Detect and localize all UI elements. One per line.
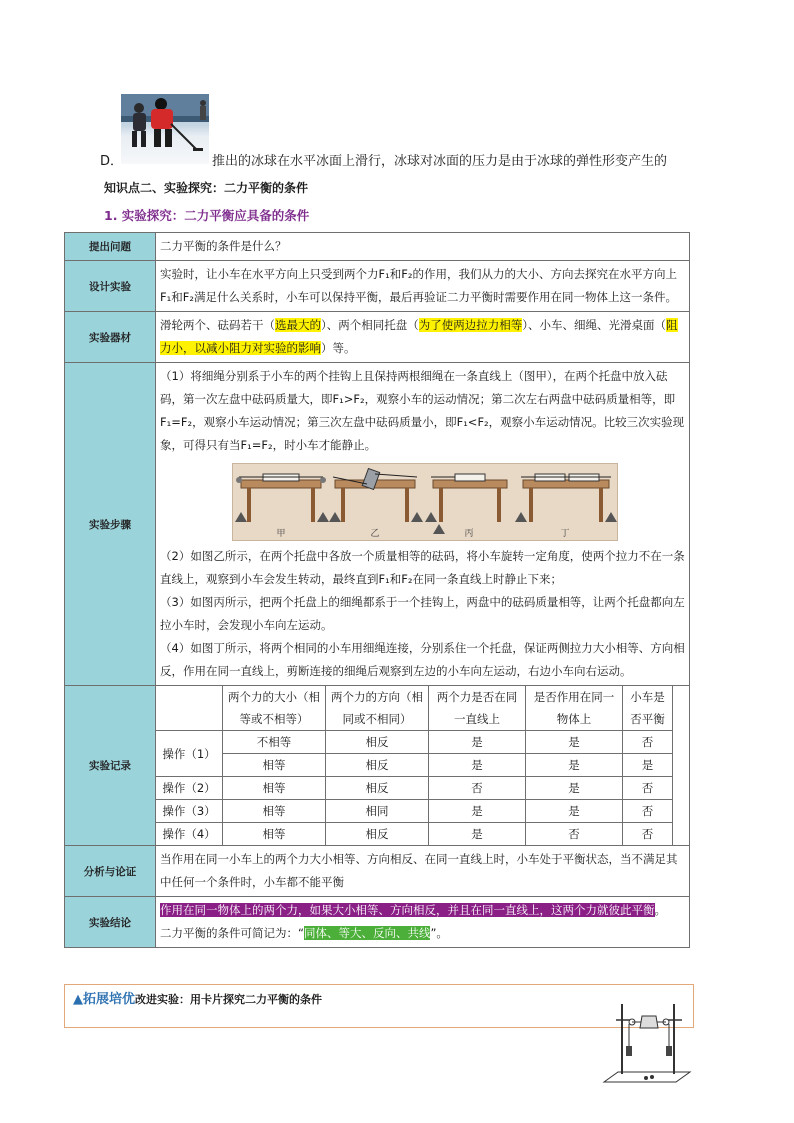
- table-cell: 否: [429, 777, 526, 800]
- option-d-label: D．: [100, 154, 124, 169]
- row-record: [65, 686, 690, 846]
- row-conclusion: [65, 897, 690, 948]
- record-table: [155, 685, 673, 846]
- table-cell: 相反: [326, 823, 429, 846]
- row-head-question: 提出问题: [65, 233, 156, 261]
- conclusion-line-2: [160, 922, 685, 945]
- step-2-text: （2）如图乙所示，在两个托盘中各放一个质量相等的砝码，将小车旋转一定角度，使两个拉力不在一条直线上，观察到小车会发生转动，最终直到F₁和F₂在同一条直线上时静止下来；: [160, 549, 685, 586]
- apparatus-figure: [232, 463, 618, 541]
- table-cell: 否: [623, 777, 673, 800]
- experiment-table: [64, 232, 690, 948]
- design-text: 实验时，让小车在水平方向上只受到两个力F₁和F₂的作用，我们从力的大小、方向去探究在水平方向上F₁和F₂满足什么关系时，小车可以保持平衡，最后再验证二力平衡时需要作用在同一物体上这一条件。: [156, 261, 690, 312]
- row-head-design: 设计实验: [65, 261, 156, 312]
- table-cell: 否: [623, 823, 673, 846]
- figure-panel-2: [329, 468, 423, 522]
- table-cell: 操作（3）: [156, 800, 223, 823]
- table-cell: 操作（4）: [156, 823, 223, 846]
- table-cell: 否: [623, 731, 673, 754]
- table-cell: 相反: [326, 777, 429, 800]
- row-question: [65, 233, 690, 261]
- table-cell: 相同: [326, 800, 429, 823]
- table-cell: 相等: [223, 823, 326, 846]
- materials-highlight-2: 为了使两边拉力相等: [418, 318, 523, 332]
- option-d-text: 推出的冰球在水平冰面上滑行，冰球对冰面的压力是由于冰球的弹性形变产生的: [212, 154, 668, 169]
- op1-label: 操作（1）: [156, 731, 223, 777]
- steps-cell: [156, 363, 690, 686]
- section-title: 知识点二、实验探究：二力平衡的条件: [104, 181, 309, 195]
- table-cell: 是: [526, 731, 623, 754]
- extension-box: [64, 984, 694, 1028]
- conclusion-cell: [156, 897, 690, 948]
- step-1-text: （1）将细绳分别系于小车的两个挂钩上且保持两根细绳在一条直线上（图甲），在两个托盘中放入砝码，第一次左盘中砝码质量大，即F₁>F₂，观察小车的运动情况；第二次左右两盘中砝码质量相等，即F₁=F₂，观察小车运动情况；第三次左盘中砝码质量小，即F₁<F₂，观察小车运动情况。比较三次实验现象，可得只有当F₁=F₂，时小车才能静止。: [160, 369, 685, 452]
- record-cell: [156, 686, 690, 846]
- extension-text: 改进实验：用卡片探究二力平衡的条件: [135, 993, 322, 1006]
- table-cell: 相反: [326, 754, 429, 777]
- table-row: [156, 800, 673, 823]
- row-materials: [65, 312, 690, 363]
- table-cell: 是: [526, 754, 623, 777]
- step-3-text: （3）如图丙所示，把两个托盘上的细绳都系于一个挂钩上，两盘中的砝码质量相等，让两个托盘都向左拉小车时，会发现小车向左运动。: [160, 595, 685, 632]
- table-cell: 是: [429, 754, 526, 777]
- figure-label-4: 丁: [560, 529, 570, 539]
- extension-heading: [73, 988, 322, 1007]
- materials-part-2: ）、两个相同托盘（: [321, 318, 419, 332]
- materials-part-3: ）、小车、细绳、光滑桌面（: [522, 318, 666, 332]
- table-cell: 否: [526, 823, 623, 846]
- record-col-header: 两个力的大小（相等或不相等）: [223, 686, 326, 731]
- table-cell: 否: [623, 800, 673, 823]
- table-cell: 相等: [223, 754, 326, 777]
- row-head-analysis: 分析与论证: [65, 846, 156, 897]
- materials-part-4: ）等。: [321, 341, 356, 355]
- table-cell: 不相等: [223, 731, 326, 754]
- table-cell: 是: [429, 823, 526, 846]
- record-col-header: 两个力是否在同一直线上: [429, 686, 526, 731]
- extension-tag: ▲拓展培优: [73, 992, 135, 1007]
- figure-label-1: 甲: [276, 529, 286, 539]
- conclusion-highlight: 作用在同一物体上的两个力，如果大小相等、方向相反，并且在同一直线上，这两个力就彼此平衡: [160, 903, 655, 917]
- conclusion-pre: 二力平衡的条件可简记为：“: [160, 926, 304, 940]
- table-row: [156, 823, 673, 846]
- figure-label-3: 丙: [464, 529, 474, 539]
- table-cell: 是: [429, 800, 526, 823]
- subsection-title: 1. 实验探究：二力平衡应具备的条件: [104, 208, 310, 223]
- row-analysis: [65, 846, 690, 897]
- record-col-header: 小车是否平衡: [623, 686, 673, 731]
- table-cell: 是: [429, 731, 526, 754]
- figure-panel-3: [425, 474, 507, 534]
- table-cell: 操作（2）: [156, 777, 223, 800]
- table-cell: 是: [526, 777, 623, 800]
- table-cell: 是: [623, 754, 673, 777]
- row-head-conclusion: 实验结论: [65, 897, 156, 948]
- row-head-record: 实验记录: [65, 686, 156, 846]
- materials-text: [156, 312, 690, 363]
- conclusion-post: ”。: [430, 926, 448, 940]
- materials-highlight-3: 阻力小，以减小阻力对实验的影响: [160, 318, 678, 355]
- figure-label-2: 乙: [370, 529, 380, 539]
- question-text: 二力平衡的条件是什么？: [156, 233, 690, 261]
- record-col-header: 是否作用在同一物体上: [526, 686, 623, 731]
- materials-highlight-1: 选最大的: [275, 318, 321, 332]
- conclusion-line-1-end: 。: [654, 903, 666, 917]
- record-header-row: [156, 686, 673, 731]
- record-col-header: 两个力的方向（相同或不相同）: [326, 686, 429, 731]
- conclusion-mnemonic: 同体、等大、反向、共线: [303, 926, 431, 940]
- table-row: [156, 777, 673, 800]
- table-cell: 相等: [223, 800, 326, 823]
- figure-panel-1: [235, 474, 329, 522]
- table-cell: 是: [526, 800, 623, 823]
- materials-part-1: 滑轮两个、砝码若干（: [160, 318, 275, 332]
- table-cell: 相反: [326, 731, 429, 754]
- record-col-header: [156, 686, 223, 731]
- option-d: [100, 150, 667, 169]
- conclusion-line-1: [160, 899, 685, 922]
- figure-panel-4: [515, 474, 617, 522]
- step-4-text: （4）如图丁所示，将两个相同的小车用细绳连接，分别系住一个托盘，保证两侧拉力大小相等、方向相反，作用在同一直线上，剪断连接的细绳后观察到左边的小车向左运动，右边小车向右运动。: [160, 641, 685, 678]
- row-head-steps: 实验步骤: [65, 363, 156, 686]
- row-head-materials: 实验器材: [65, 312, 156, 363]
- table-row: [156, 754, 673, 777]
- card-apparatus-illustration: [602, 1000, 692, 1090]
- row-steps: [65, 363, 690, 686]
- table-cell: 相等: [223, 777, 326, 800]
- row-design: [65, 261, 690, 312]
- table-row: [156, 731, 673, 754]
- analysis-text: 当作用在同一小车上的两个力大小相等、方向相反、在同一直线上时，小车处于平衡状态，当不满足其中任何一个条件时，小车都不能平衡: [156, 846, 690, 897]
